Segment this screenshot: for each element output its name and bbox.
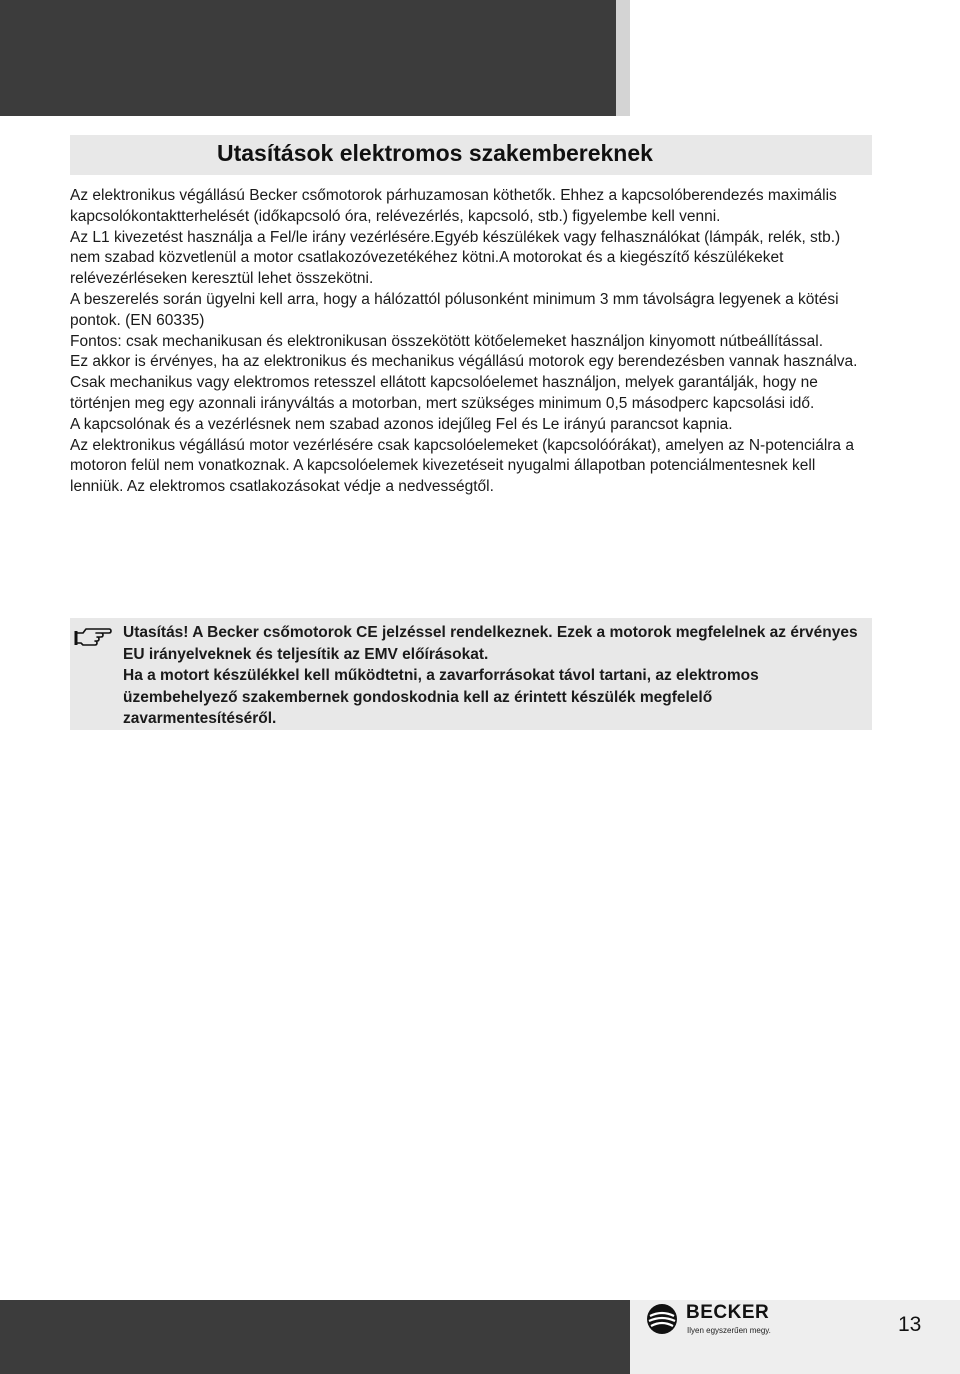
- paragraph-parallel-connection: Az elektronikus végállású Becker csőmotorok párhuzamosan köthetők. Ehhez a kapcsolóberendezés maximális kapcsolókontaktterhelését (időkapcsoló óra, relévezérlés, kapcsoló, stb.) figyelembe kell venni.: [70, 187, 837, 225]
- note-box: [70, 618, 872, 730]
- footer-dark-bar: [0, 1300, 630, 1374]
- paragraph-potential-free: Az elektronikus végállású motor vezérlésére csak kapcsolóelemeket (kapcsolóórákat), amelyen az N-potenciálra a motoron felül nem vonatkoznak. A kapcsolóelemek kivezetéseit nyugalmi állapotban potenciálmentesnek kell lenniük. Az elektromos csatlakozásokat védje a nedvességtől.: [70, 436, 854, 496]
- logo-wordmark: BECKER: [686, 1302, 770, 1323]
- paragraph-interlock: Csak mechanikus vagy elektromos retesszel ellátott kapcsolóelemet használjon, melyek garantálják, hogy ne történjen meg egy azonnali irányváltás a motorban, mert szükséges minimum 0,5 másodperc kapcsolási idő.: [70, 374, 818, 412]
- becker-logo: [646, 1303, 786, 1337]
- header-dark-bar: [0, 0, 616, 116]
- pointing-hand-icon: [74, 624, 112, 648]
- instructions-body: [70, 186, 872, 498]
- paragraph-simultaneous-command: A kapcsolónak és a vezérlésnek nem szabad azonos idejűleg Fel és Le irányú parancsot kapnia.: [70, 415, 733, 433]
- page-number: 13: [898, 1313, 922, 1336]
- note-interference: Ha a motort készülékkel kell működtetni, a zavarforrásokat távol tartani, az elektromos üzembehelyező szakembernek gondoskodnia kell az érintett készülék megfelelő zavarmentesítéséről.: [123, 667, 759, 728]
- note-ce-compliance: Utasítás! A Becker csőmotorok CE jelzéssel rendelkeznek. Ezek a motorok megfelelnek az érvényes EU irányelveknek és teljesítik az EMV előírásokat.: [123, 624, 858, 663]
- paragraph-connectors: Fontos: csak mechanikusan és elektronikusan összekötött kötőelemeket használjon kinyomott nútbeállítással.: [70, 332, 824, 350]
- title-band: [70, 135, 872, 175]
- header-bar-edge: [616, 0, 630, 116]
- page-title: Utasítások elektromos szakembereknek: [217, 140, 653, 166]
- paragraph-mixed-motors: Ez akkor is érvényes, ha az elektronikus és mechanikus végállású motorok egy berendezésben vannak használva.: [70, 353, 858, 371]
- paragraph-pole-distance: A beszerelés során ügyelni kell arra, hogy a hálózattól pólusonként minimum 3 mm távolságra legyenek a kötési pontok. (EN 60335): [70, 290, 839, 329]
- logo-tagline: Ilyen egyszerűen megy.: [687, 1326, 771, 1335]
- paragraph-l1-terminal: Az L1 kivezetést használja a Fel/le irány vezérlésére.Egyéb készülékek vagy felhasználókat (lámpák, relék, stb.) nem szabad közvetlenül a motor csatlakozóvezetékéhez kötni.A motorokat és a kiegészítő készülékeket relévezérléseken keresztül lehet összekötni.: [70, 228, 841, 288]
- becker-logo-mark-icon: [646, 1303, 678, 1335]
- note-text: [123, 622, 863, 730]
